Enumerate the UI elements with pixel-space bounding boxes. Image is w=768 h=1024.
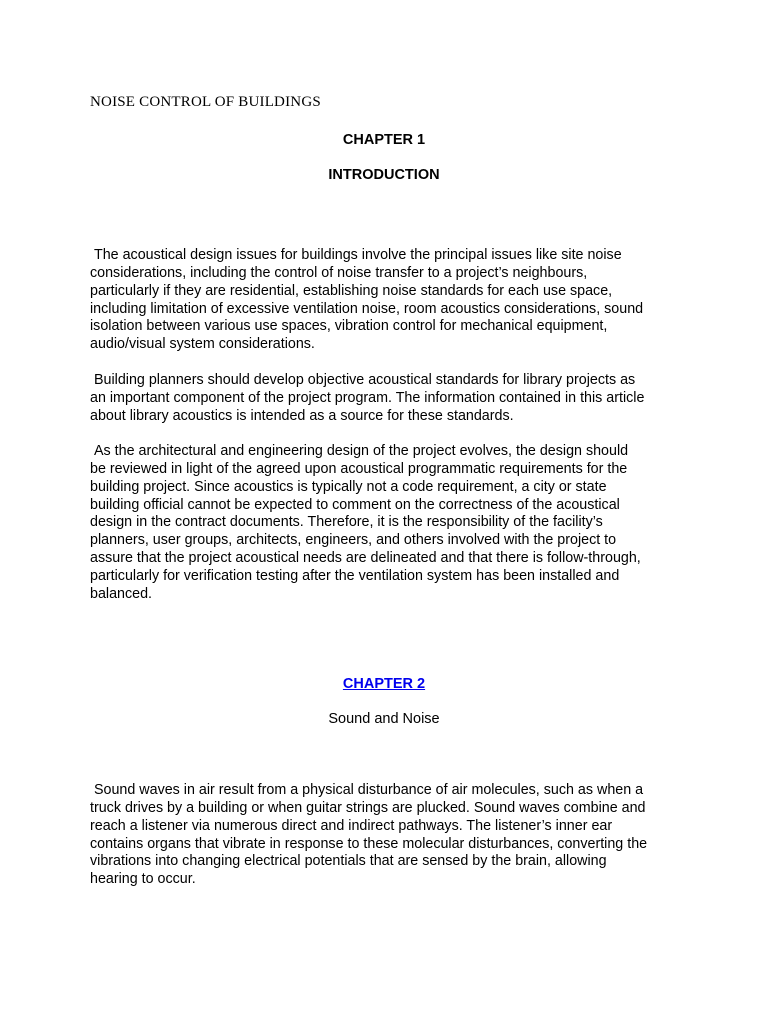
- document-title: NOISE CONTROL OF BUILDINGS: [90, 94, 321, 110]
- chapter-2-paragraph-1: Sound waves in air result from a physical disturbance of air molecules, such as when a truck drives by a building or when guitar strings are plucked. Sound waves combine and reach a listener via numerous direct and indirect pathways. The listener’s inner ear contains organs that vibrate in response to these molecular disturbances, converting the vibrations into changing electrical potentials that are sensed by the brain, allowing hearing to occur.: [90, 782, 648, 888]
- chapter-1-paragraph-2: Building planners should develop objective acoustical standards for library projects as an important component of the project program. The information contained in this article about library acoustics is intended as a source for these standards.: [90, 372, 645, 424]
- chapter-1-paragraph-1: The acoustical design issues for buildings involve the principal issues like site noise considerations, including the control of noise transfer to a project’s neighbours, particularly if they are residential, establishing noise standards for each use space, including limitation of excessive ventilation noise, room acoustics considerations, sound isolation between various use spaces, vibration control for mechanical equipment, audio/visual system considerations.: [90, 247, 644, 353]
- chapter-2-heading: Sound and Noise: [328, 711, 440, 727]
- chapter-2-link[interactable]: CHAPTER 2: [342, 676, 426, 692]
- chapter-1-label: CHAPTER 1: [342, 132, 426, 148]
- chapter-1-paragraph-3: As the architectural and engineering design of the project evolves, the design should be reviewed in light of the agreed upon acoustical programmatic requirements for the building project. Since acoustics is typically not a code requirement, a city or state building official cannot be expected to comment on the correctness of the acoustical design in the contract documents. Therefore, it is the responsibility of the facility’s planners, user groups, architects, engineers, and others involved with the project to assure that the project acoustical needs are delineated and that there is follow-through, particularly for verification testing after the ventilation system has been installed and balanced.: [90, 443, 641, 602]
- chapter-1-heading: INTRODUCTION: [328, 167, 440, 183]
